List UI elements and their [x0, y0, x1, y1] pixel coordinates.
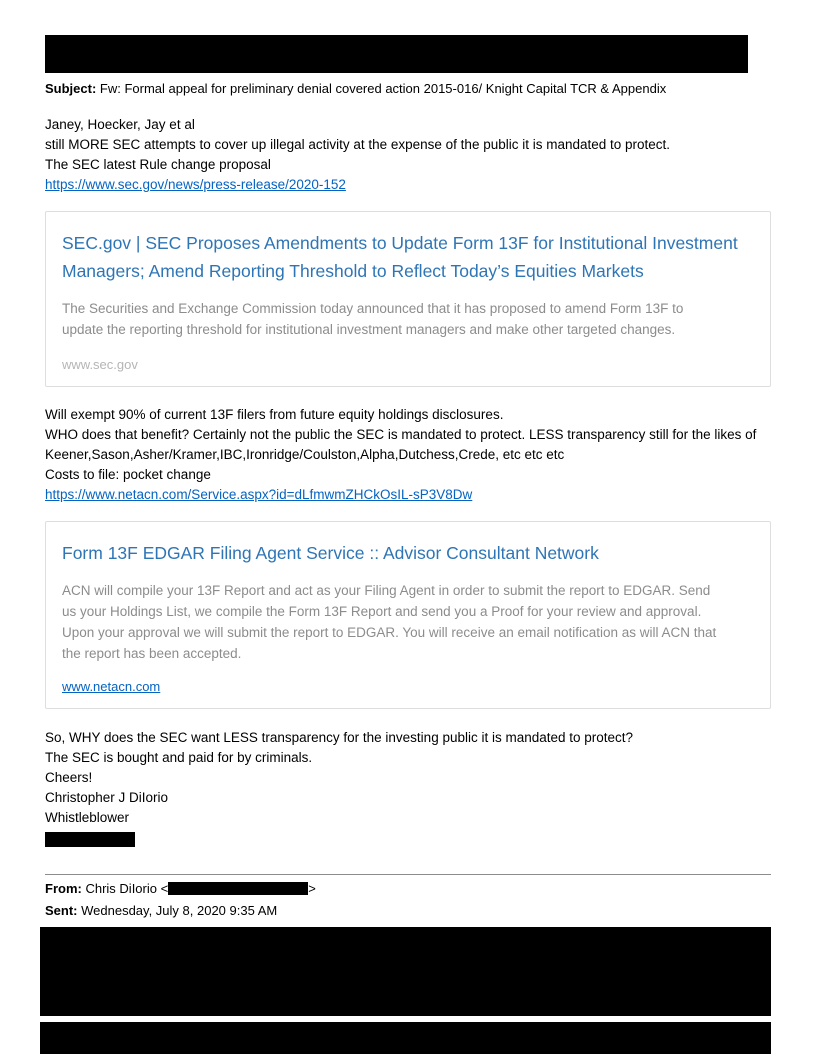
redaction-block-signature-contact: [45, 832, 135, 847]
intro-paragraph: [45, 115, 771, 195]
acn-service-link[interactable]: https://www.netacn.com/Service.aspx?id=dLfmwmZHCkOsIL-sP3V8Dw: [45, 487, 473, 502]
closing-line-bought: The SEC is bought and paid for by criminals.: [45, 750, 313, 765]
subject-label: Subject:: [45, 81, 97, 96]
from-close-bracket: >: [308, 881, 316, 896]
intro-line-proposal: The SEC latest Rule change proposal: [45, 157, 271, 172]
acn-card-link[interactable]: www.netacn.com: [62, 679, 161, 694]
sec-card-source: www.sec.gov: [62, 357, 138, 372]
subject-line: [45, 80, 771, 97]
middle-line-exempt: Will exempt 90% of current 13F filers from future equity holdings disclosures.: [45, 407, 504, 422]
signature-title: Whistleblower: [45, 810, 130, 825]
middle-line-benefit: WHO does that benefit? Certainly not the public the SEC is mandated to protect. LESS transparency still for the likes of Keener,Sason,Asher/Kramer,IBC,Ironridge/Coulston,Alpha,Dutchess,Crede, etc etc etc: [45, 427, 757, 462]
closing-line-why: So, WHY does the SEC want LESS transparency for the investing public it is mandated to protect?: [45, 730, 634, 745]
link-preview-card-acn[interactable]: [45, 521, 771, 709]
link-preview-card-sec[interactable]: [45, 211, 771, 387]
sent-value: Wednesday, July 8, 2020 9:35 AM: [81, 903, 278, 918]
closing-line-cheers: Cheers!: [45, 770, 93, 785]
intro-line-claim: still MORE SEC attempts to cover up illegal activity at the expense of the public it is mandated to protect.: [45, 137, 671, 152]
redaction-block-bottom-bar: [40, 1022, 771, 1054]
middle-paragraph: [45, 405, 771, 505]
sec-card-title: SEC.gov | SEC Proposes Amendments to Update Form 13F for Institutional Investment Managers; Amend Reporting Threshold to Reflect Today’s Equities Markets: [62, 233, 738, 281]
sent-label: Sent:: [45, 903, 78, 918]
acn-card-description: ACN will compile your 13F Report and act as your Filing Agent in order to submit the report to EDGAR. Send us your Holdings List, we compile the Form 13F Report and send you a Proof for your review and approval. Upon your approval we will submit the report to EDGAR. You will receive an email notification as will ACN that the report has been accepted.: [62, 583, 717, 661]
redaction-inline-email-address: [168, 882, 308, 895]
signature-name: Christopher J DiIorio: [45, 790, 169, 805]
redaction-block-header: [45, 35, 748, 73]
intro-line-greeting: Janey, Hoecker, Jay et al: [45, 117, 195, 132]
sec-press-release-link[interactable]: https://www.sec.gov/news/press-release/2020-152: [45, 177, 346, 192]
from-label: From:: [45, 881, 82, 896]
from-line: [45, 880, 771, 897]
quoted-message-divider: [45, 874, 771, 875]
middle-line-costs: Costs to file: pocket change: [45, 467, 211, 482]
subject-text: Fw: Formal appeal for preliminary denial covered action 2015-016/ Knight Capital TCR & Appendix: [99, 81, 667, 96]
from-name: Chris DiIorio <: [85, 881, 169, 896]
acn-card-title: Form 13F EDGAR Filing Agent Service :: Advisor Consultant Network: [62, 543, 599, 563]
sec-card-description: The Securities and Exchange Commission today announced that it has proposed to amend Form 13F to update the reporting threshold for institutional investment managers and make other targeted changes.: [62, 301, 684, 337]
sent-line: [45, 902, 771, 919]
closing-paragraph: [45, 728, 771, 828]
redaction-block-quoted-body: [40, 927, 771, 1016]
